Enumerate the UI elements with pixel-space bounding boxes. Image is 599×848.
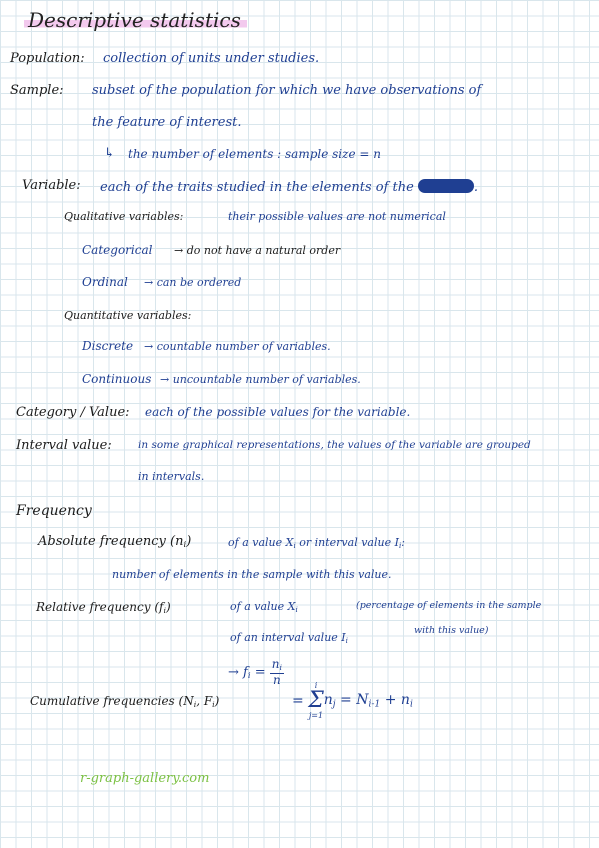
absolute-frequency-label: Absolute frequency $(n_i)$ (38, 534, 192, 550)
quantitative-label: Quantitative variables: (64, 309, 192, 322)
relative-frequency-note-line1: (percentage of elements in the sample (356, 600, 542, 611)
categorical-label: Categorical (82, 243, 153, 257)
qualitative-definition: their possible values are not numerical (228, 210, 446, 223)
discrete-label: Discrete (82, 339, 134, 353)
relative-frequency-interval: of an interval value $I_i$ (230, 631, 348, 645)
scribble-mark (418, 179, 474, 193)
category-definition: each of the possible values for the variable. (145, 405, 411, 419)
relative-frequency-definition: of a value $X_i$ (230, 600, 298, 614)
cumulative-frequency-label: Cumulative frequencies ($N_i$, $F_i$) (30, 694, 220, 709)
fraction: $\frac{n_i}{n}$ (271, 657, 282, 687)
relative-frequency-formula: → $f_i$ = $\frac{n_i}{n}$ (228, 657, 282, 687)
discrete-definition: → countable number of variables. (144, 340, 331, 353)
categorical-definition: → do not have a natural order (174, 244, 341, 257)
sample-definition-line1: subset of the population for which we have observations of (92, 83, 482, 98)
sample-definition-line2: the feature of interest. (92, 115, 242, 130)
variable-definition: each of the traits studied in the elements of the . (100, 180, 478, 195)
absolute-frequency-definition: of a value $X_i$ or interval value $I_i$: (228, 536, 405, 550)
relative-frequency-label: Relative frequency $(f_i)$ (36, 600, 171, 615)
variable-term: Variable: (22, 178, 81, 193)
interval-definition-line2: in intervals. (138, 470, 205, 483)
summation: i Σ j=1 (308, 681, 324, 720)
continuous-definition: → uncountable number of variables. (160, 373, 361, 386)
qualitative-label: Qualitative variables: (64, 210, 184, 223)
hook-arrow-icon: ↳ (104, 146, 115, 161)
sample-size-note: the number of elements : sample size = n (128, 147, 381, 161)
ordinal-label: Ordinal (82, 275, 128, 289)
page-title: Descriptive statistics (24, 10, 247, 30)
ordinal-definition: → can be ordered (144, 276, 242, 289)
implies-arrow-icon: → (228, 664, 239, 680)
population-definition: collection of units under studies. (103, 51, 320, 66)
category-term: Category / Value: (16, 405, 130, 420)
frequency-heading: Frequency (16, 503, 92, 519)
interval-term: Interval value: (16, 438, 112, 453)
sample-term: Sample: (10, 83, 64, 98)
interval-definition-line1: in some graphical representations, the values of the variable are grouped (138, 439, 531, 451)
relative-frequency-note-line2: with this value) (414, 625, 489, 636)
variable-definition-text: each of the traits studied in the elements of the (100, 180, 414, 195)
population-term: Population: (10, 51, 85, 66)
cumulative-frequency-formula: = i Σ j=1 $n_j = N_{i-1} + n_i$ (292, 681, 413, 720)
watermark-link: r-graph-gallery.com (80, 771, 210, 786)
continuous-label: Continuous (82, 372, 152, 386)
absolute-frequency-description: number of elements in the sample with this value. (112, 568, 392, 581)
